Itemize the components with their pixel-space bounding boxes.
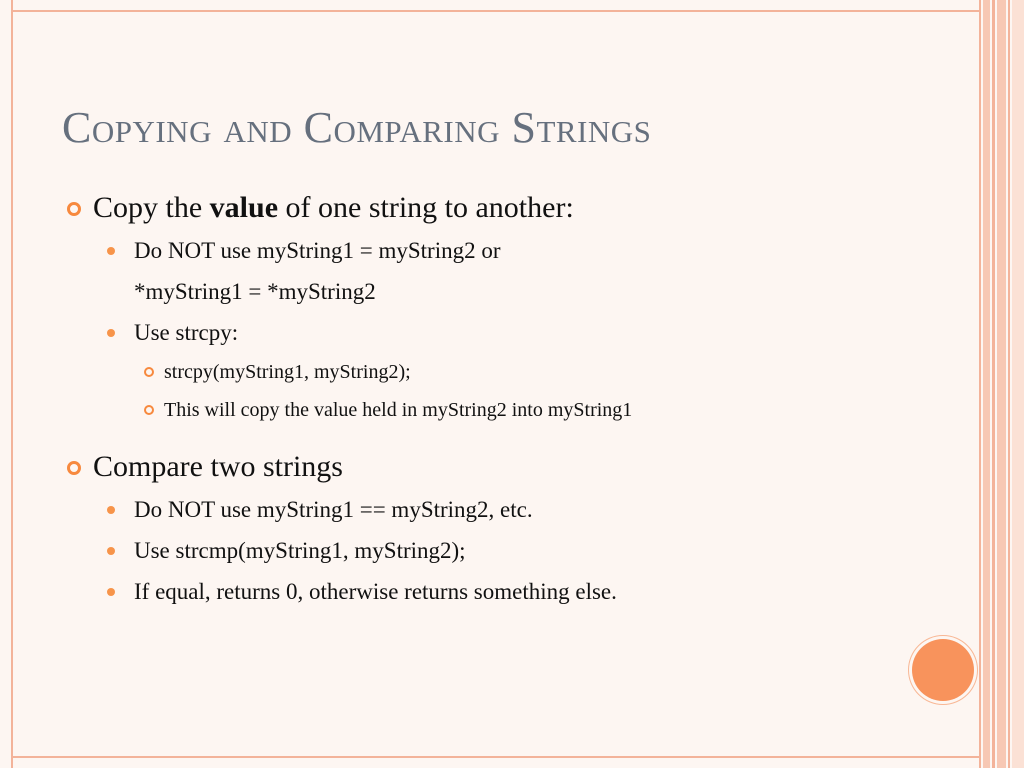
ring-bullet-icon (67, 461, 81, 475)
list-item-continuation: *myString1 = *myString2 (134, 279, 376, 304)
right-stripe (1008, 0, 1010, 768)
heading-text-pre: Copy the (93, 191, 210, 224)
list-item-text: Do NOT use myString1 == myString2, etc. (134, 497, 533, 522)
right-stripe (1012, 0, 1024, 768)
list-item (62, 230, 942, 271)
slide-body (62, 186, 942, 612)
dot-bullet-icon (107, 247, 115, 255)
right-stripe (992, 0, 995, 768)
dot-bullet-icon (107, 506, 115, 514)
slide-title: Copying and Comparing Strings (62, 103, 652, 152)
heading-text-post: of one string to another: (278, 191, 574, 224)
dot-bullet-icon (107, 547, 115, 555)
ring-bullet-icon (144, 367, 154, 377)
ring-bullet-icon (144, 405, 154, 415)
dot-bullet-icon (107, 329, 115, 337)
list-item (62, 489, 942, 530)
list-item (62, 312, 942, 353)
frame-bottom-border (11, 756, 981, 758)
frame-left-border (11, 0, 13, 768)
ring-bullet-icon (67, 202, 81, 216)
bullet-compare-heading (62, 445, 942, 489)
bullet-copy-heading (62, 186, 942, 230)
right-stripe (983, 0, 990, 768)
heading-text: Compare two strings (93, 450, 343, 483)
right-stripe (997, 0, 1006, 768)
sub-list-item-text: strcpy(myString1, myString2); (164, 361, 411, 383)
list-item-text: Do NOT use myString1 = myString2 or (134, 238, 501, 263)
decorative-circle (912, 639, 974, 701)
sub-list-item (62, 391, 942, 429)
frame-top-border (11, 10, 981, 12)
list-item-text: If equal, returns 0, otherwise returns something else. (134, 579, 617, 604)
list-item (62, 571, 942, 612)
dot-bullet-icon (107, 588, 115, 596)
sub-list-item-text: This will copy the value held in myString2 into myString1 (164, 399, 633, 421)
list-item-text: Use strcmp(myString1, myString2); (134, 538, 466, 563)
list-item (62, 530, 942, 571)
sub-list-item (62, 353, 942, 391)
list-item-text: Use strcpy: (134, 320, 239, 345)
heading-text-bold: value (209, 191, 279, 224)
right-stripe (979, 0, 981, 768)
